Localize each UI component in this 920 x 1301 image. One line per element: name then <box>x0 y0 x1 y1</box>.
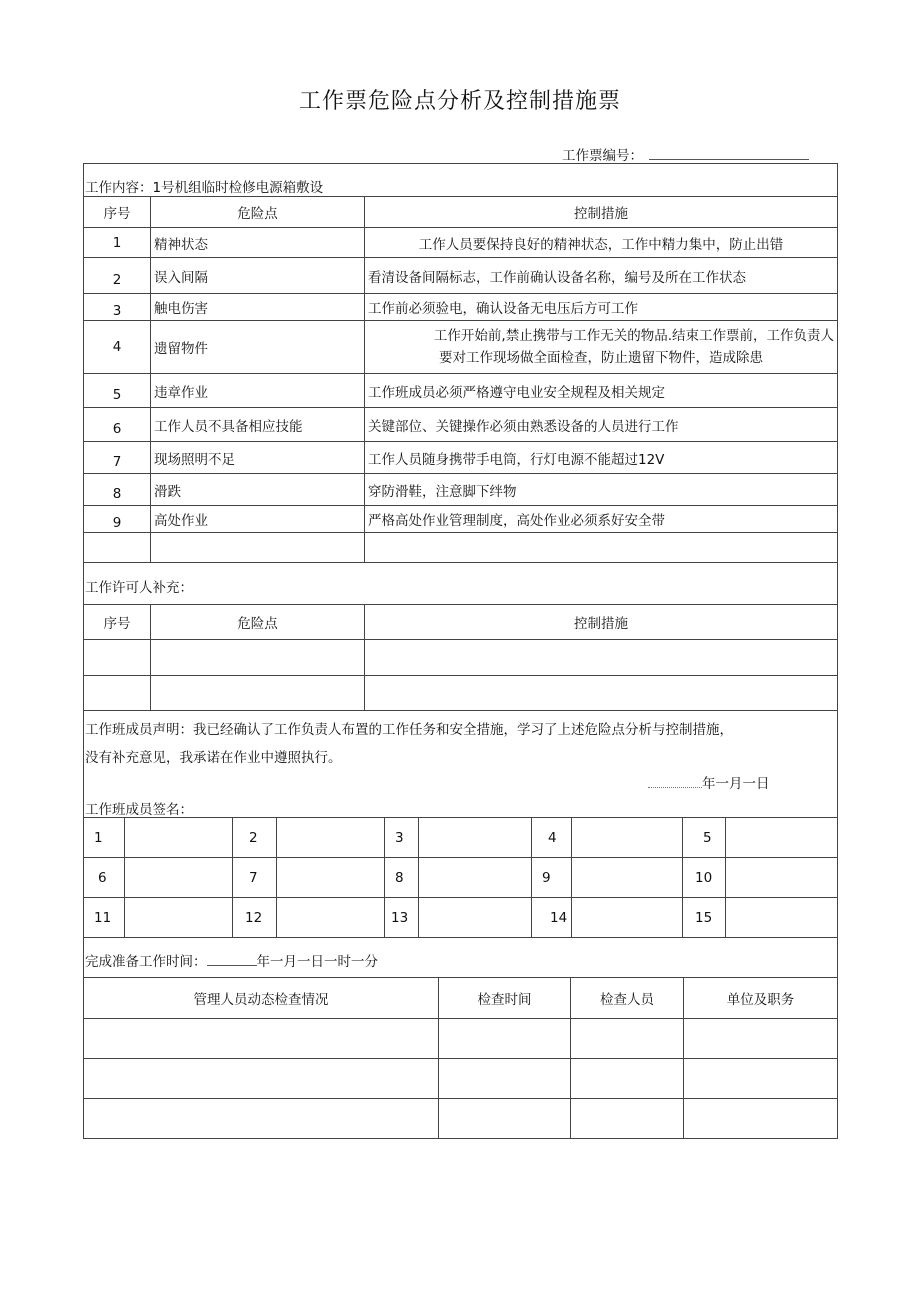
supplement-label: 工作许可人补充： <box>85 580 193 596</box>
header-time: 检查时间 <box>439 978 571 1019</box>
sig-no: 15 <box>683 898 726 938</box>
date-suffix: 年一月一日 <box>702 776 770 792</box>
completion-suffix: 年一月一日一时一分 <box>256 954 378 970</box>
table-row <box>84 442 838 474</box>
empty-cell[interactable] <box>439 1059 571 1099</box>
sig-cell[interactable] <box>419 898 532 938</box>
row-no: 9 <box>84 506 151 533</box>
empty-cell[interactable] <box>84 640 151 676</box>
sig-cell[interactable] <box>572 818 683 858</box>
row-risk: 违章作业 <box>151 374 365 408</box>
row-risk: 触电伤害 <box>151 294 365 321</box>
empty-cell[interactable] <box>571 1019 684 1059</box>
ticket-number-field <box>562 144 809 164</box>
empty-cell[interactable] <box>84 1059 439 1099</box>
row-risk: 工作人员不具备相应技能 <box>151 408 365 442</box>
completion-label: 完成准备工作时间： <box>85 954 207 970</box>
risk-table <box>83 196 838 563</box>
sig-no: 8 <box>385 858 419 898</box>
sig-no: 6 <box>84 858 125 898</box>
sig-no: 7 <box>233 858 277 898</box>
empty-cell[interactable] <box>84 533 151 563</box>
sig-cell[interactable] <box>277 858 385 898</box>
header-measure: 控制措施 <box>365 197 838 228</box>
sig-no: 9 <box>532 858 572 898</box>
signature-table <box>83 817 838 938</box>
sig-no: 11 <box>84 898 125 938</box>
table-row <box>84 228 838 258</box>
row-measure: 工作前必须验电，确认设备无电压后方可工作 <box>365 294 838 321</box>
table-row <box>84 408 838 442</box>
row-measure-line2: 要对工作现场做全面检查，防止遗留下物件，造成除患 <box>439 350 763 366</box>
sig-no: 13 <box>385 898 419 938</box>
sig-cell[interactable] <box>419 818 532 858</box>
table-row <box>84 258 838 294</box>
row-measure: 关键部位、关键操作必须由熟悉设备的人员进行工作 <box>365 408 838 442</box>
header-measure: 控制措施 <box>365 605 838 640</box>
table-row <box>84 294 838 321</box>
header-no: 序号 <box>84 197 151 228</box>
row-measure: 工作人员要保持良好的精神状态，工作中精力集中，防止出错 <box>365 228 838 258</box>
empty-cell[interactable] <box>684 1019 838 1059</box>
row-no: 5 <box>84 374 151 408</box>
row-measure: 严格高处作业管理制度，高处作业必须系好安全带 <box>365 506 838 533</box>
row-no: 2 <box>84 258 151 294</box>
table-row <box>84 321 838 374</box>
row-no: 1 <box>84 228 151 258</box>
empty-cell[interactable] <box>365 533 838 563</box>
sig-cell[interactable] <box>277 818 385 858</box>
sig-no: 1 <box>84 818 125 858</box>
header-inspector: 检查人员 <box>571 978 684 1019</box>
row-measure: 工作开始前,禁止携带与工作无关的物品.结束工作票前，工作负责人 <box>433 328 834 344</box>
empty-cell[interactable] <box>684 1099 838 1139</box>
declaration-line2: 没有补充意见，我承诺在作业中遵照执行。 <box>85 750 342 766</box>
row-no: 3 <box>84 294 151 321</box>
declaration-line1: 工作班成员声明：我已经确认了工作负责人布置的工作任务和安全措施，学习了上述危险点分析与控制措施， <box>85 722 733 738</box>
empty-cell[interactable] <box>571 1099 684 1139</box>
row-no: 8 <box>84 474 151 506</box>
sig-no: 5 <box>683 818 726 858</box>
table-row <box>84 374 838 408</box>
row-measure: 工作班成员必须严格遵守电业安全规程及相关规定 <box>365 374 838 408</box>
empty-cell[interactable] <box>84 676 151 711</box>
empty-cell[interactable] <box>365 640 838 676</box>
row-risk: 现场照明不足 <box>151 442 365 474</box>
empty-cell[interactable] <box>84 1099 439 1139</box>
sig-no: 10 <box>683 858 726 898</box>
empty-cell[interactable] <box>151 533 365 563</box>
declaration-date <box>648 772 770 792</box>
header-risk: 危险点 <box>151 605 365 640</box>
sig-cell[interactable] <box>572 858 683 898</box>
table-row <box>84 474 838 506</box>
empty-row <box>84 533 838 563</box>
completion-blank[interactable] <box>207 965 257 966</box>
ticket-number-label: 工作票编号： <box>562 148 643 164</box>
sig-cell[interactable] <box>125 858 233 898</box>
sig-no: 4 <box>532 818 572 858</box>
sig-no: 12 <box>233 898 277 938</box>
supplement-table <box>83 604 838 711</box>
header-inspection: 管理人员动态检查情况 <box>84 978 439 1019</box>
empty-cell[interactable] <box>151 676 365 711</box>
inspection-table <box>83 977 838 1139</box>
row-risk: 遗留物件 <box>151 321 365 374</box>
row-risk: 误入间隔 <box>151 258 365 294</box>
empty-cell[interactable] <box>684 1059 838 1099</box>
sig-cell[interactable] <box>125 898 233 938</box>
completion-time <box>85 950 378 970</box>
row-no: 6 <box>84 408 151 442</box>
empty-cell[interactable] <box>84 1019 439 1059</box>
header-no: 序号 <box>84 605 151 640</box>
sig-cell[interactable] <box>572 898 683 938</box>
sig-no: 14 <box>532 898 572 938</box>
table-row <box>84 506 838 533</box>
signature-label: 工作班成员签名： <box>85 802 193 818</box>
page-title: 工作票危险点分析及控制措施票 <box>298 89 621 114</box>
sig-cell[interactable] <box>726 858 838 898</box>
sig-cell[interactable] <box>726 818 838 858</box>
row-measure: 工作人员随身携带手电筒，行灯电源不能超过12V <box>365 442 838 474</box>
empty-cell[interactable] <box>439 1099 571 1139</box>
date-blank[interactable] <box>648 787 702 788</box>
sig-no: 3 <box>385 818 419 858</box>
empty-cell[interactable] <box>151 640 365 676</box>
row-measure: 看清设备间隔标志，工作前确认设备名称，编号及所在工作状态 <box>365 258 838 294</box>
row-no: 7 <box>84 442 151 474</box>
header-unit: 单位及职务 <box>684 978 838 1019</box>
sig-cell[interactable] <box>277 898 385 938</box>
ticket-number-blank[interactable] <box>649 159 809 160</box>
empty-cell[interactable] <box>365 676 838 711</box>
row-no: 4 <box>84 321 151 374</box>
row-measure: 穿防滑鞋，注意脚下绊物 <box>365 474 838 506</box>
sig-no: 2 <box>233 818 277 858</box>
empty-cell[interactable] <box>439 1019 571 1059</box>
row-risk: 高处作业 <box>151 506 365 533</box>
header-risk: 危险点 <box>151 197 365 228</box>
sig-cell[interactable] <box>419 858 532 898</box>
empty-cell[interactable] <box>571 1059 684 1099</box>
sig-cell[interactable] <box>726 898 838 938</box>
work-content: 工作内容：1号机组临时检修电源箱敷设 <box>85 180 324 196</box>
row-risk: 精神状态 <box>151 228 365 258</box>
row-risk: 滑跌 <box>151 474 365 506</box>
sig-cell[interactable] <box>125 818 233 858</box>
